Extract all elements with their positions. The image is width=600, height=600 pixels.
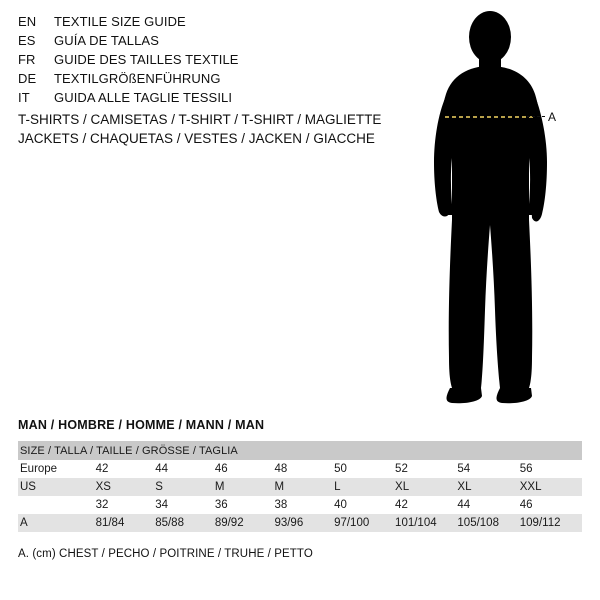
table-cell: 48 — [274, 460, 334, 478]
table-cell: XS — [96, 478, 156, 496]
language-title: GUIDE DES TAILLES TEXTILE — [54, 52, 239, 67]
language-code: IT — [18, 90, 30, 105]
language-row — [18, 71, 388, 90]
table-cell: 101/104 — [395, 514, 457, 532]
male-silhouette-figure — [390, 10, 590, 410]
table-cell: XL — [395, 478, 457, 496]
language-row — [18, 52, 388, 71]
language-title: GUIDA ALLE TAGLIE TESSILI — [54, 90, 233, 105]
table-cell: 50 — [334, 460, 395, 478]
table-row — [18, 496, 582, 514]
table-cell: 46 — [215, 460, 275, 478]
table-footnote: A. (cm) CHEST / PECHO / POITRINE / TRUHE / PETTO — [18, 548, 313, 560]
table-cell: 42 — [96, 460, 156, 478]
language-title: TEXTILE SIZE GUIDE — [54, 14, 186, 29]
table-cell: 54 — [457, 460, 519, 478]
table-group-title: MAN / HOMBRE / HOMME / MANN / MAN — [18, 418, 265, 432]
table-cell: XL — [457, 478, 519, 496]
row-label: US — [18, 478, 96, 496]
table-cell: M — [215, 478, 275, 496]
table-cell: 32 — [96, 496, 156, 514]
category-tshirts: T-SHIRTS / CAMISETAS / T-SHIRT / T-SHIRT / MAGLIETTE — [18, 112, 382, 127]
silhouette-icon — [390, 10, 590, 410]
table-cell: 89/92 — [215, 514, 275, 532]
language-code: FR — [18, 52, 36, 67]
garment-category-list — [18, 110, 418, 148]
language-title: GUÍA DE TALLAS — [54, 33, 159, 48]
size-table — [18, 441, 582, 532]
table-cell: 36 — [215, 496, 275, 514]
row-label: A — [18, 514, 96, 532]
measure-leader-line — [527, 116, 545, 118]
table-cell: 38 — [274, 496, 334, 514]
table-cell: L — [334, 478, 395, 496]
table-cell: 81/84 — [96, 514, 156, 532]
language-row — [18, 33, 388, 52]
row-label: Europe — [18, 460, 96, 478]
table-row — [18, 460, 582, 478]
language-title: TEXTILGRÖßENFÜHRUNG — [54, 71, 221, 86]
table-cell: 46 — [520, 496, 582, 514]
table-cell: 85/88 — [155, 514, 215, 532]
category-jackets: JACKETS / CHAQUETAS / VESTES / JACKEN / GIACCHE — [18, 131, 375, 146]
table-cell: S — [155, 478, 215, 496]
table-cell: 52 — [395, 460, 457, 478]
table-cell: XXL — [520, 478, 582, 496]
language-row — [18, 14, 388, 33]
language-list — [18, 14, 388, 109]
table-cell: 42 — [395, 496, 457, 514]
table-row — [18, 478, 582, 496]
language-row — [18, 90, 388, 109]
row-label — [18, 496, 96, 514]
table-row — [18, 514, 582, 532]
language-code: DE — [18, 71, 37, 86]
table-cell: 109/112 — [520, 514, 582, 532]
language-code: EN — [18, 14, 37, 29]
table-header-row — [18, 441, 582, 460]
table-header-label: SIZE / TALLA / TAILLE / GRÖSSE / TAGLIA — [18, 441, 582, 460]
language-code: ES — [18, 33, 36, 48]
table-cell: M — [274, 478, 334, 496]
table-cell: 44 — [155, 460, 215, 478]
table-cell: 56 — [520, 460, 582, 478]
measure-label-a: A — [548, 110, 557, 124]
table-cell: 40 — [334, 496, 395, 514]
table-cell: 44 — [457, 496, 519, 514]
table-cell: 93/96 — [274, 514, 334, 532]
table-cell: 34 — [155, 496, 215, 514]
table-cell: 105/108 — [457, 514, 519, 532]
table-cell: 97/100 — [334, 514, 395, 532]
